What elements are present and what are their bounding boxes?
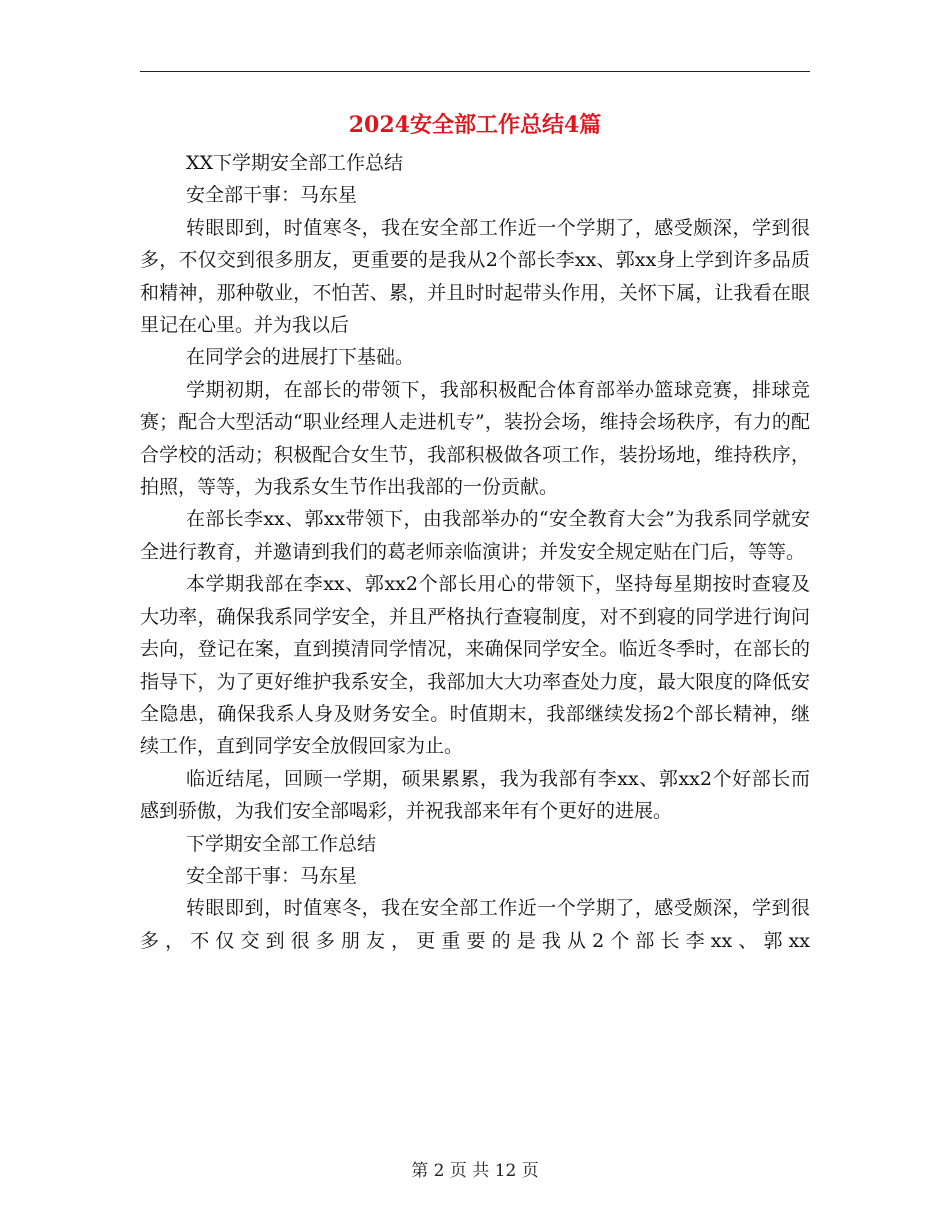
paragraph: 下学期安全部工作总结 xyxy=(186,832,377,855)
document-body xyxy=(140,147,810,957)
page-footer: 第 2 页 共 12 页 xyxy=(411,1161,539,1181)
paragraph: 安全部干事：马东星 xyxy=(186,864,358,887)
paragraph: XX下学期安全部工作总结 xyxy=(186,152,404,174)
paragraph: 学期初期，在部长的带领下，我部积极配合体育部举办篮球竞赛，排球竞赛；配合大型活动“职业经理人走进机专”，装扮会场，维持会场秩序，有力的配合学校的活动；积极配合女生节，我部积极做各项工作，装扮场地，维持秩序，拍照，等等，为我系女生节作出我部的一份贡献。 xyxy=(140,378,810,499)
paragraph: 本学期我部在李xx、郭xx2个部长用心的带领下，坚持每星期按时查寝及大功率，确保我系同学安全，并且严格执行查寝制度，对不到寝的同学进行询问去向，登记在案，直到摸清同学情况，来确保同学安全。临近冬季时，在部长的指导下，为了更好维护我系安全，我部加大大功率查处力度，最大限度的降低安全隐患，确保我系人身及财务安全。时值期末，我部继续发扬2个部长精神，继续工作，直到同学安全放假回家为止。 xyxy=(140,573,810,758)
paragraph: 在同学会的进展打下基础。 xyxy=(186,346,415,369)
paragraph: 在部长李xx、郭xx带领下，由我部举办的“安全教育大会”为我系同学就安全进行教育，并邀请到我们的葛老师亲临演讲；并发安全规定贴在门后，等等。 xyxy=(140,508,810,563)
header-rule xyxy=(140,71,810,72)
paragraph: 转眼即到，时值寒冬，我在安全部工作近一个学期了，感受颇深，学到很多，不仅交到很多朋友，更重要的是我从2个部长李xx、郭xx身上学到许多品质和精神，那种敬业，不怕苦、累，并且时时起带头作用，关怀下属，让我看在眼里记在心里。并为我以后 xyxy=(140,216,810,337)
paragraph: 临近结尾，回顾一学期，硕果累累，我为我部有李xx、郭xx2个好部长而感到骄傲，为我们安全部喝彩，并祝我部来年有个更好的进展。 xyxy=(140,767,810,823)
document-title: 2024安全部工作总结4篇 xyxy=(348,112,602,138)
paragraph: 安全部干事：马东星 xyxy=(186,184,358,207)
paragraph: 转眼即到，时值寒冬，我在安全部工作近一个学期了，感受颇深，学到很多，不仅交到很多朋友，更重要的是我从2个部长李xx、郭xx xyxy=(140,897,810,952)
